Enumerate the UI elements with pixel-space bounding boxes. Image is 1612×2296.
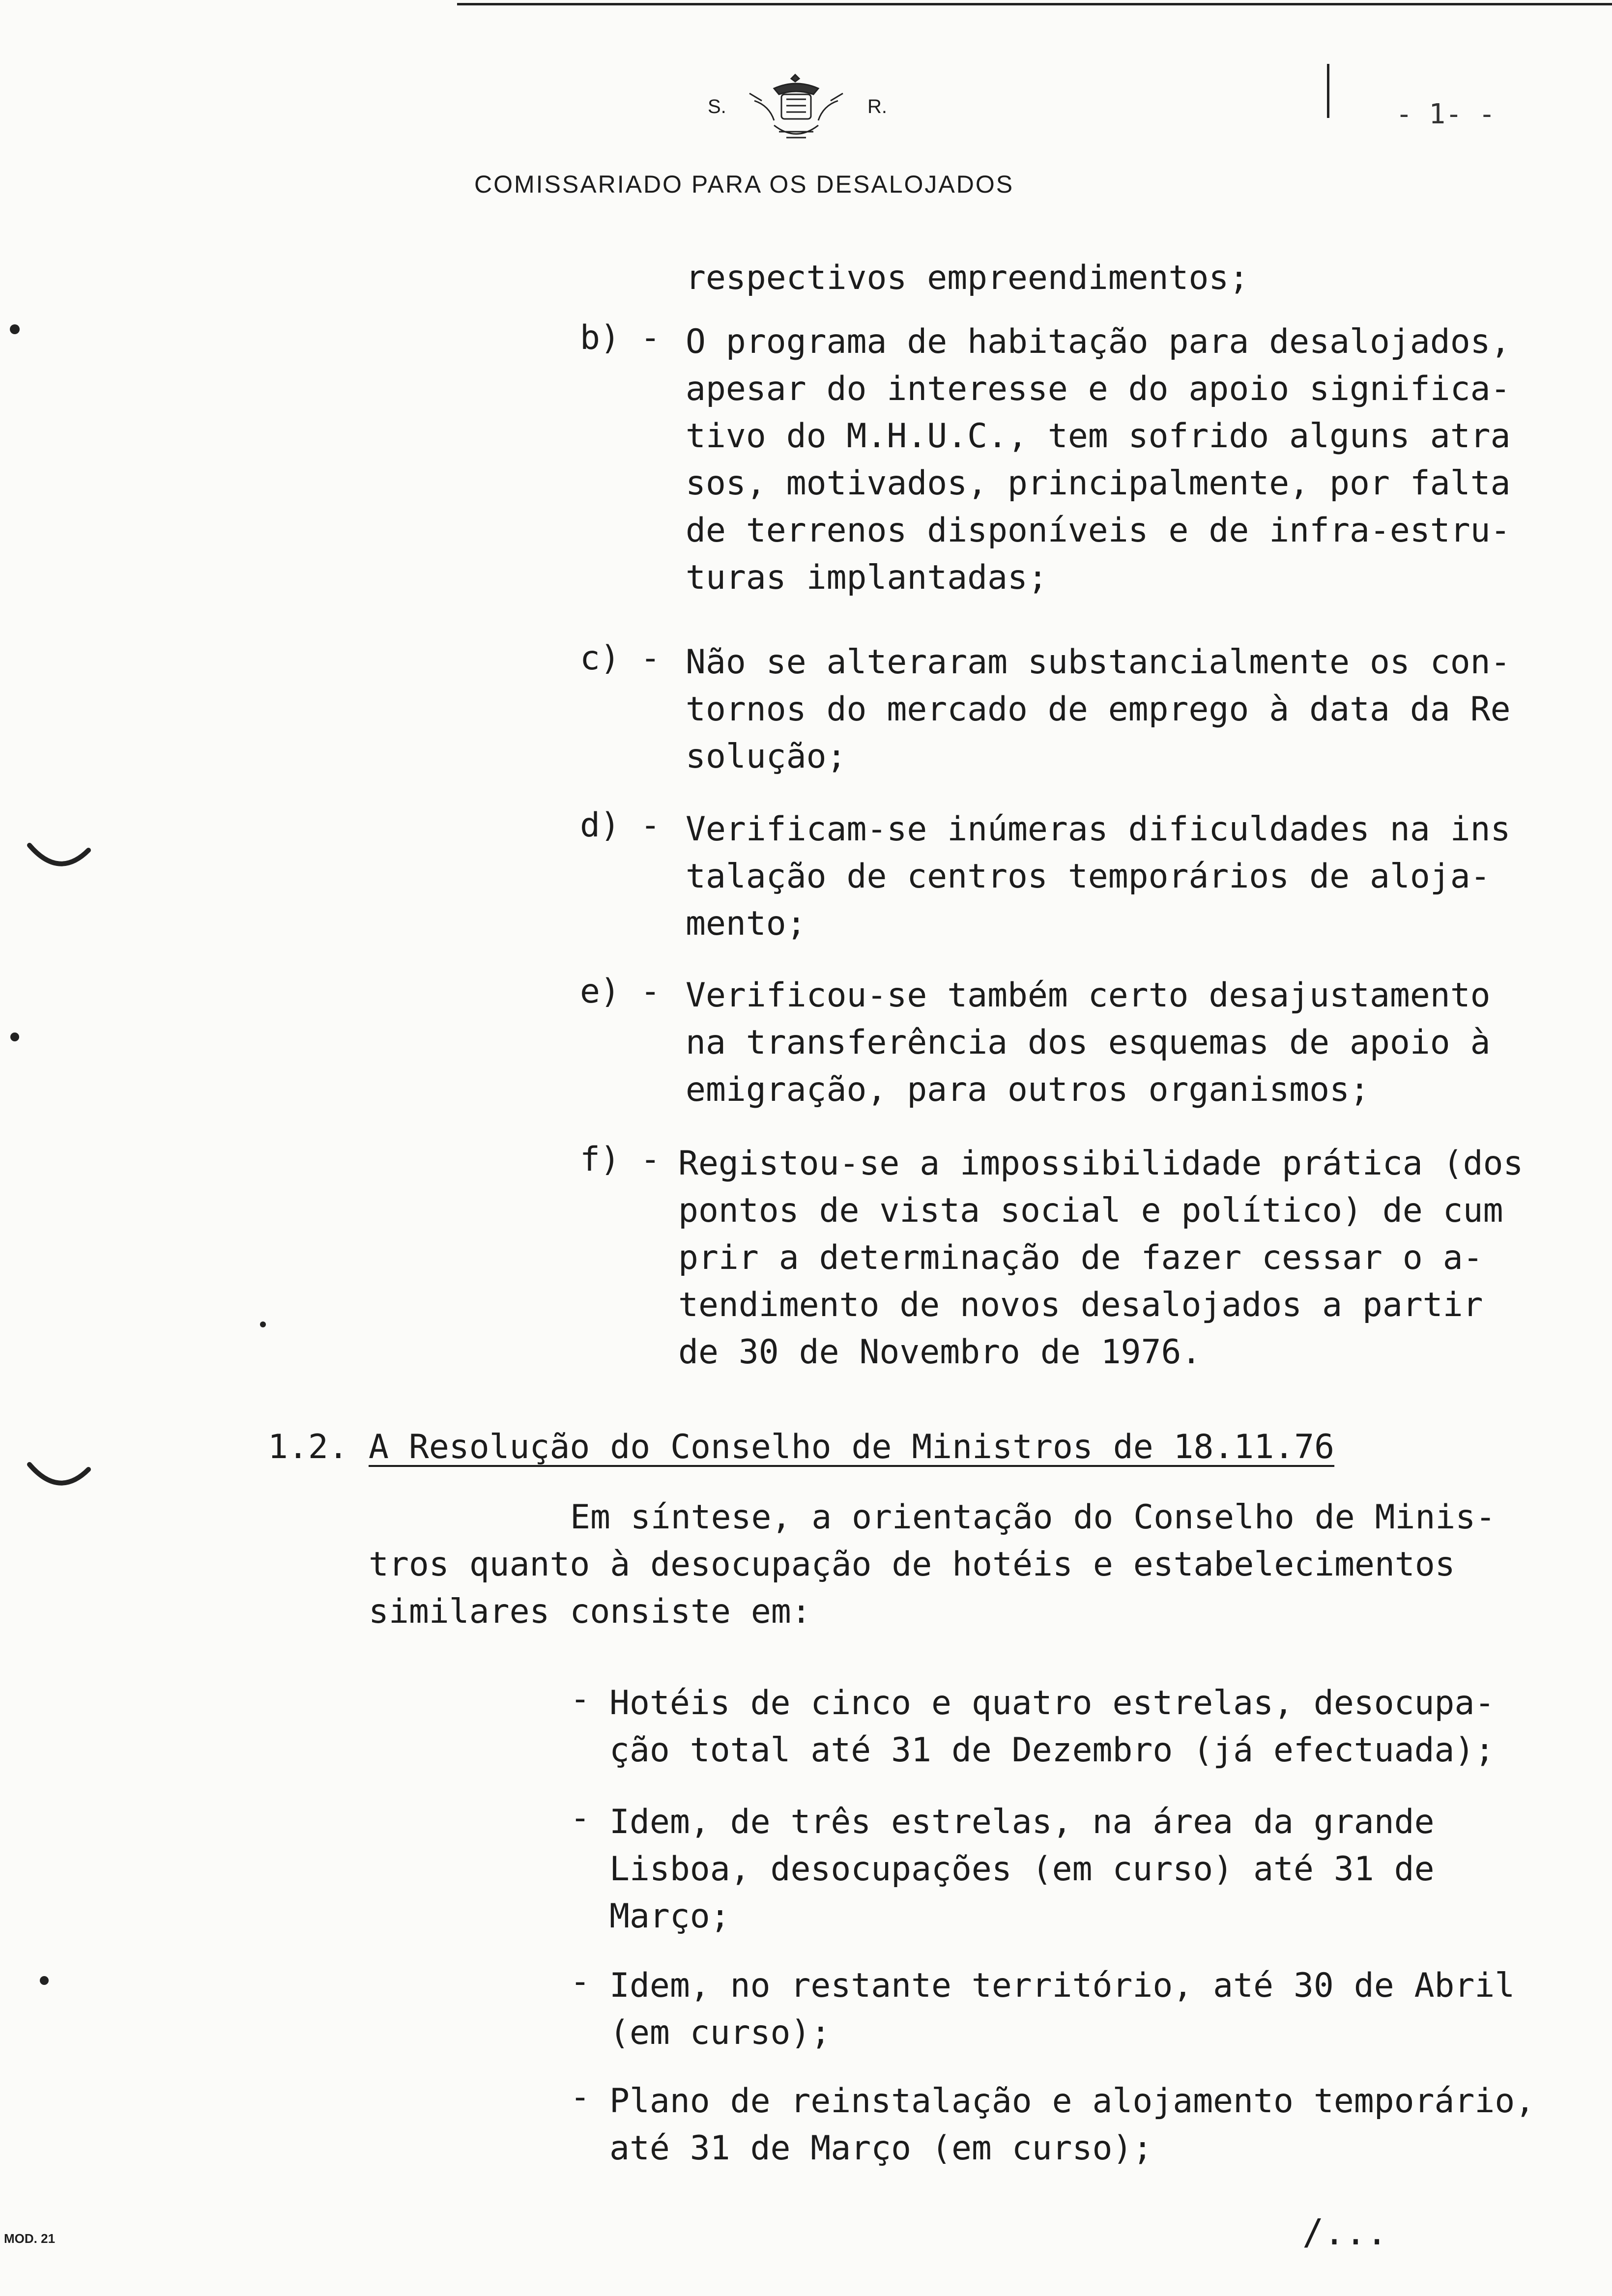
text-line: Lisboa, desocupações (em curso) até 31 de	[609, 1850, 1435, 1889]
text-line: de 30 de Novembro de 1976.	[678, 1333, 1202, 1372]
item-d-letter: d) -	[580, 806, 661, 845]
text-line: solução;	[686, 737, 847, 776]
text-line: talação de centros temporários de aloja-	[686, 857, 1491, 896]
item-f-letter: f) -	[580, 1140, 661, 1179]
punch-hole-mark-icon	[25, 835, 98, 880]
item-b-letter: b) -	[580, 318, 661, 357]
text-line: Verificou-se também certo desajustamento	[686, 976, 1491, 1015]
bullet-dash: -	[570, 1962, 590, 2001]
text-line: Verificam-se inúmeras dificuldades na ins	[686, 810, 1511, 849]
bullet-item	[609, 1680, 1495, 1774]
text-line: sos, motivados, principalmente, por falta	[686, 464, 1511, 503]
text-line: emigração, para outros organismos;	[686, 1070, 1370, 1109]
text-line: Hotéis de cinco e quatro estrelas, desocupa-	[609, 1684, 1495, 1722]
scan-speck-icon	[34, 1971, 54, 1990]
text-line: pontos de vista social e político) de cum	[678, 1191, 1503, 1230]
scan-speck-icon	[5, 319, 25, 339]
text-line: tendimento de novos desalojados a partir	[678, 1286, 1483, 1324]
item-e-letter: e) -	[580, 972, 661, 1011]
scan-speck-icon	[5, 1027, 25, 1047]
item-c-letter: c) -	[580, 639, 661, 678]
text-line: ção total até 31 de Dezembro (já efectuada);	[609, 1731, 1495, 1770]
text-line: tivo do M.H.U.C., tem sofrido alguns atra	[686, 417, 1511, 456]
item-e-text	[686, 972, 1491, 1114]
text-line: apesar do interesse e do apoio significa-	[686, 370, 1511, 408]
text-line: similares consiste em:	[369, 1592, 811, 1631]
bullet-item	[609, 1962, 1515, 2057]
text-line: prir a determinação de fazer cessar o a-	[678, 1238, 1483, 1277]
text-line: tros quanto à desocupação de hotéis e estabelecimentos	[369, 1545, 1455, 1584]
text-line: turas implantadas;	[686, 558, 1048, 597]
coat-of-arms-icon	[745, 74, 848, 147]
section-number: 1.2.	[268, 1428, 348, 1466]
text-line: Registou-se a impossibilidade prática (dos	[678, 1144, 1524, 1183]
margin-mark	[1327, 64, 1329, 118]
continuation-mark: /...	[1302, 2211, 1388, 2253]
section-intro	[369, 1494, 1496, 1636]
text-line: Em síntese, a orientação do Conselho de Minis-	[570, 1498, 1496, 1537]
item-continuation-line: respectivos empreendimentos;	[686, 258, 1249, 297]
letterhead-right-letter: R.	[867, 96, 887, 117]
item-b-text	[686, 318, 1511, 602]
text-line: Idem, no restante território, até 30 de Abril	[609, 1966, 1515, 2005]
text-line: mento;	[686, 904, 806, 943]
section-title: A Resolução do Conselho de Ministros de 18.11.76	[369, 1428, 1335, 1466]
bullet-dash: -	[570, 1680, 590, 1719]
item-d-text	[686, 806, 1511, 947]
page-number: - 1- -	[1396, 98, 1496, 130]
text-line: até 31 de Março (em curso);	[609, 2129, 1153, 2168]
form-code: MOD. 21	[4, 2231, 56, 2246]
letterhead-left-letter: S.	[708, 96, 726, 117]
top-rule	[457, 3, 1612, 5]
text-line: na transferência dos esquemas de apoio à	[686, 1023, 1491, 1062]
bullet-item	[609, 1799, 1435, 1940]
text-line: Não se alteraram substancialmente os con-	[686, 643, 1511, 682]
punch-hole-mark-icon	[25, 1455, 98, 1499]
text-line: Março;	[609, 1897, 730, 1936]
bullet-dash: -	[570, 1799, 590, 1837]
text-line: tornos do mercado de emprego à data da Re	[686, 690, 1511, 729]
scan-speck-icon	[256, 1317, 270, 1332]
text-line: Idem, de três estrelas, na área da grande	[609, 1803, 1435, 1841]
text-line: de terrenos disponíveis e de infra-estru-	[686, 511, 1511, 550]
item-f-text	[678, 1140, 1523, 1376]
item-c-text	[686, 639, 1511, 780]
bullet-item	[609, 2078, 1535, 2172]
organization-header: COMISSARIADO PARA OS DESALOJADOS	[474, 171, 1014, 198]
text-line: Plano de reinstalação e alojamento temporário,	[609, 2082, 1535, 2121]
text-line: (em curso);	[609, 2013, 831, 2052]
bullet-dash: -	[570, 2078, 590, 2117]
text-line: O programa de habitação para desalojados,	[686, 322, 1511, 361]
